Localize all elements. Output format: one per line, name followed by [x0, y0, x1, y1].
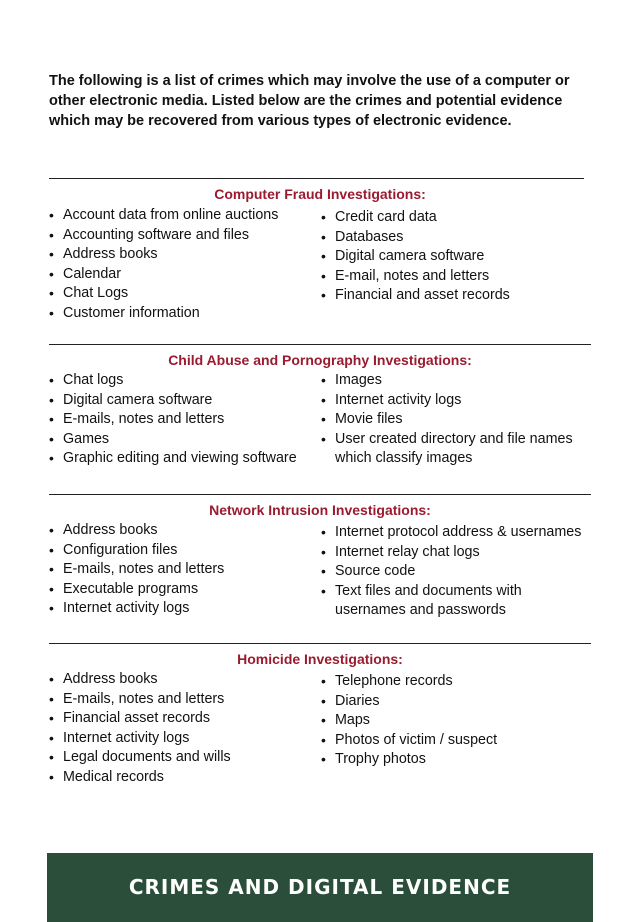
list-item: • Calendar: [49, 265, 278, 285]
list-item: • Internet activity logs: [49, 729, 231, 749]
list-item: • Movie files: [321, 410, 573, 430]
homicide-left-list: [49, 670, 231, 788]
list-item: • Executable programs: [49, 580, 224, 600]
list-item: • Graphic editing and viewing software: [49, 449, 297, 469]
list-item: • Credit card data: [321, 208, 510, 228]
computer-fraud-left-list: [49, 206, 278, 324]
section-divider: [49, 344, 591, 345]
list-item: • Address books: [49, 521, 224, 541]
list-item-continuation: usernames and passwords: [335, 602, 506, 619]
list-item: • Address books: [49, 245, 278, 265]
list-item: • Diaries: [321, 692, 497, 712]
intro-text: The following is a list of crimes which may involve the use of a computer or other electronic media. Listed below are the crimes and potential evidence which may be recovered from various types of electronic evidence.: [49, 73, 570, 129]
list-item: • Financial and asset records: [321, 286, 510, 306]
list-item: • Financial asset records: [49, 709, 231, 729]
list-item: • Trophy photos: [321, 750, 497, 770]
list-item: • Internet protocol address & usernames: [321, 523, 581, 543]
list-item: • Databases: [321, 228, 510, 248]
list-item: • Games: [49, 430, 297, 450]
section-title-homicide: Homicide Investigations:: [237, 651, 403, 667]
homicide-right-list: [321, 672, 497, 770]
list-item: • Account data from online auctions: [49, 206, 278, 226]
list-item: • Accounting software and files: [49, 226, 278, 246]
list-item: • Source code: [321, 562, 581, 582]
footer-banner: [47, 853, 593, 922]
list-item: • User created directory and file names: [321, 430, 573, 450]
list-item: • E-mails, notes and letters: [49, 690, 231, 710]
list-item: • Digital camera software: [49, 391, 297, 411]
child-abuse-right-list: [321, 371, 573, 469]
list-item: • Maps: [321, 711, 497, 731]
list-item: • Photos of victim / suspect: [321, 731, 497, 751]
section-title-computer-fraud: Computer Fraud Investigations:: [214, 186, 426, 202]
list-item: • E-mail, notes and letters: [321, 267, 510, 287]
list-item: • Address books: [49, 670, 231, 690]
section-divider: [49, 643, 591, 644]
section-divider: [49, 178, 584, 179]
child-abuse-left-list: [49, 371, 297, 469]
list-item: • Telephone records: [321, 672, 497, 692]
list-item: • Chat logs: [49, 371, 297, 391]
list-item: • Digital camera software: [321, 247, 510, 267]
section-divider: [49, 494, 591, 495]
list-item-continuation: which classify images: [335, 450, 473, 467]
list-item: • Medical records: [49, 768, 231, 788]
list-item: • E-mails, notes and letters: [49, 560, 224, 580]
list-item: • Chat Logs: [49, 284, 278, 304]
list-item: • Text files and documents with: [321, 582, 581, 602]
network-intrusion-left-list: [49, 521, 224, 619]
list-item: • Internet activity logs: [49, 599, 224, 619]
list-item: • Configuration files: [49, 541, 224, 561]
computer-fraud-right-list: [321, 208, 510, 306]
list-item: • Internet relay chat logs: [321, 543, 581, 563]
list-item: • Customer information: [49, 304, 278, 324]
list-item: • Internet activity logs: [321, 391, 573, 411]
section-title-network-intrusion: Network Intrusion Investigations:: [209, 502, 431, 518]
list-item: • Images: [321, 371, 573, 391]
section-title-child-abuse: Child Abuse and Pornography Investigations:: [168, 352, 472, 368]
network-intrusion-right-list: [321, 523, 581, 621]
list-item: • Legal documents and wills: [49, 748, 231, 768]
banner-title: CRIMES AND DIGITAL EVIDENCE: [128, 875, 512, 899]
list-item: • E-mails, notes and letters: [49, 410, 297, 430]
